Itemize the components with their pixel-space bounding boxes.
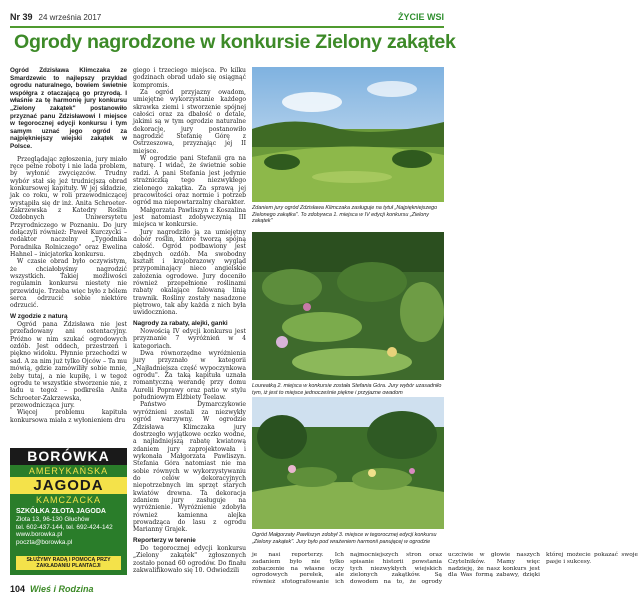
paragraph: Nowością IV edycji konkursu jest przyznanie 7 wyróżnień w 4 kategoriach. [133, 328, 246, 350]
advertisement[interactable] [10, 448, 127, 575]
garden-photo-1 [252, 67, 444, 202]
garden-photo-3 [252, 397, 444, 529]
ad-line4: KAMCZACKA [35, 495, 101, 505]
paragraph: W czasie obrad było oczywistym, że chciałobyśmy nagrodzić wszystkich. Takiej możliwości regulamin konkursu niestety nie przewiduje. Trzeba więc było z bólem serca odrzucić sobie niektóre odrzucić. [10, 258, 127, 310]
column-1 [10, 67, 127, 424]
ad-phone: tel. 602-437-144, tel. 692-424-142 [16, 523, 113, 531]
paragraph: giego i trzeciego miejsca. Po kilku godzinach obrad udało się osiągnąć kompromis. [133, 67, 246, 89]
issue-date: 24 września 2017 [38, 12, 102, 22]
ad-line3: JAGODA [10, 477, 127, 494]
page-header [10, 10, 444, 24]
ad-line1: BORÓWKA [10, 448, 127, 465]
issue-number: Nr 39 [10, 12, 33, 22]
photo-caption-2: Loureatką 2. miejsca w konkursie została Stefania Góra. Jury wybór uzasadniło tym, iż jest to miejsce jednocześnie piękne i przyjazne owadom [252, 383, 442, 396]
paragraph: Małgorzata Pawliszyn z Koszalina jest natomiast zdobywczynią III miejsca w konkursie. [133, 206, 246, 229]
ad-contact [16, 508, 113, 547]
ad-slogan: SŁUŻYMY RADĄ I POMOCĄ PRZY ZAKŁADANIU PLANTACJI [16, 556, 121, 570]
page-number: 104 [10, 584, 26, 594]
header-rule [10, 26, 444, 28]
article-title: Ogrody nagrodzone w konkursie Zielony zakątek [14, 31, 456, 53]
garden-photo-2 [252, 232, 444, 380]
publication-brand: Wieś i Rodzina [30, 584, 94, 594]
lead-paragraph: Ogród Zdzisława Klimczaka ze Smardzewic to najlepszy przykład ogrodu naturalnego, bowiem świetnie współgra z otaczającą go przyrodą. I właśnie za tę harmonię jury konkursu „Zielony zakątek" postanowiło przyznać panu Zdzisławowi I miejsce w tegorocznej edycji konkursu i tym samym uznać jego ogród za najpiękniejszy wiejski zakątek w Polsce. [10, 67, 127, 150]
ad-heading: SZKÓŁKA ZŁOTA JAGODA [16, 508, 106, 515]
subheading: Reporterzy w terenie [133, 536, 196, 544]
paragraph: Więcej problemu kapituła konkursowa miała z wyłonieniem dru [10, 409, 127, 424]
subheading: Nagrody za rabaty, alejki, ganki [133, 319, 228, 327]
ad-address: Złota 13, 96-130 Głuchów [16, 515, 90, 523]
paragraph: Dwa równorzędne wyróżnienia jury przyznało w kategorii „Najładniejsza część wypoczynkowa ogrodu". Za taką kapituła uznała romantyczną werandę przy domu Aurelii Poprawy oraz patio w stylu południowym Elżbiety Teelaw. [133, 350, 246, 402]
ad-line2: AMERYKAŃSKA [28, 466, 109, 476]
garden-photo-3-image [252, 397, 444, 529]
paragraph: Państwo Dymarczykowie wyróżnieni zostali za niezwykły ogród warzywny. W ogrodzie Zdzisława Klimczaka jury dostrzegło wyjątkowe oczko wodne, a najładniejszą rabatę kwiatową zdaniem jury zaprojektowała i wykonała Małgorzata Pawliszyn. Stefania Góra natomiast nie ma sobie równych w wykorzystywaniu do celów dekoracyjnych niepotrzebnych im sprzęt starych kwiatów drewna. Ta dekoracja zdaniem jury zasługuje na wyróżnienie. Wyróżnienie zdobyła również kamienna alejka prowadząca do lasu z ogrodu Marianny Grajek. [133, 401, 246, 534]
column-2 [133, 67, 246, 574]
page-footer [10, 584, 93, 594]
column-3-text [252, 552, 638, 588]
garden-photo-2-image [252, 232, 444, 380]
photo-caption-3: Ogród Małgorzaty Pawliszyn zdobył 3. miejsce w tegorocznej edycji konkursu „Zielony zakątek". Jury było pod wrażeniem harmonii panującej w ogrodzie [252, 532, 437, 545]
ad-email[interactable]: poczta@borowka.pl [16, 539, 73, 547]
paragraph: Przeglądając zgłoszenia, jury miało ręce pełne roboty i nie lada problem, by wyłonić zwycięzców. Trudny wybór stał się jeż trudnicjszą obrad konkursowej kapituły. W jej składzie, jak co roku, w roli przewodniczącej wystąpiła się dr inż. Anita Schroeter-Zakrzewska z Katedry Roślin Ozdobnych Uniwersytetu Przyrodniczego w Poznaniu. Do jury dołączyli również: Paweł Kurczycki – redaktor naczelny „Tygodnika Poradnika Rolniczego" oraz Ewelina Hahnel – inicjatorka konkursu. [10, 155, 127, 258]
paragraph: Za ogród przyjazny owadom, umiejętne wykorzystanie każdego skrawka ziemi i stworzenie spójnej całości oraz za dbałość o detale, jakimi są w tym ogrodzie naturalne dekoracje, jury postanowiło nagrodzić Stefanię Górę z Ostrzeszowa, przyznając jej II miejsce. [133, 89, 246, 155]
photo-caption-1: Zdaniem jury ogród Zdzisława Klimczaka zasługuje na tytuł „Najpiękniejszego Zielonego zakątka". To zdobywca 1. miejsca w IV edycji konkursu „Zielony zakątek" [252, 205, 438, 224]
subheading: W zgodzie z naturą [10, 312, 68, 320]
ad-web[interactable]: www.borowka.pl [16, 531, 63, 539]
column-3 [252, 552, 638, 588]
paragraph: Ogród pana Zdzisława nie jest przefadowany ani ostentacyjny. Próżno w nim szukać ogrodowych ozdób. Jest oddech, przestrzeń i piękno widoku. Płynnie przechodzi w sad. A za nim już tylko Ojców – Ta mu mówią, gdzie zamówiliły sobie mnie, żeby tutaj, a nie kupiłę, i w tegoż ogrodu te wszystkie stworzenie nie, z ładu u tegoż – podkreśla Anita Schroeter-Zakrzewska, przewodnicząca jury. [10, 321, 127, 409]
paragraph: je nasi reporterzy. Ich zadaniem było nie tylko zobaczenie na własne oczy ogrodowych perełek, ale również sfotografowanie ich najmocniejszych stron oraz spisanie historii powstania tych niezwykłych wiejskich zielonych zakątków. Są dowodem na to, że ogrody uczciwie w głowie naszych Czytelników. Mamy więc nadzieję, że nasz konkurs jest dla Was formą zabawy, dzięki której możecie pokazać swoje pasje i sukcesy. [252, 552, 638, 586]
paragraph: W ogrodzie pani Stefanii gra na naturę. I widać, że świetnie sobie radzi. A pani Stefania jest jedynie strażniczką tego niezwykłego zielonego zakątka. Za sprawą jej pracowitości oraz normie i potrzeb ogród ma niepowtarzalny charakter. [133, 155, 246, 207]
paragraph: Do tegorocznej edycji konkursu „Zielony zakątek" zgłoszonych zostało ponad 60 ogrodów. Do finału zakwalifikowało się 10. Odwiedzili [133, 545, 246, 575]
garden-photo-1-image [252, 67, 444, 202]
section-name: ŻYCIE WSI [397, 12, 444, 22]
paragraph: Jury nagrodziło ją za umiejętny dobór roślin, które tworzą spójną całość. Ogród podbawiony jest zbędnych ozdób. Ma swobodny kształt i krajobrazowy wygląd przypominający nieco angielskie założenia ogrodowe. Jury doceniło również przepełnione roślinami rabaty okalające falowaną linią trawnik. Rośliny zostały nasadzone piętrowo, tak aby każda z nich była uwidoczniona. [133, 228, 246, 317]
